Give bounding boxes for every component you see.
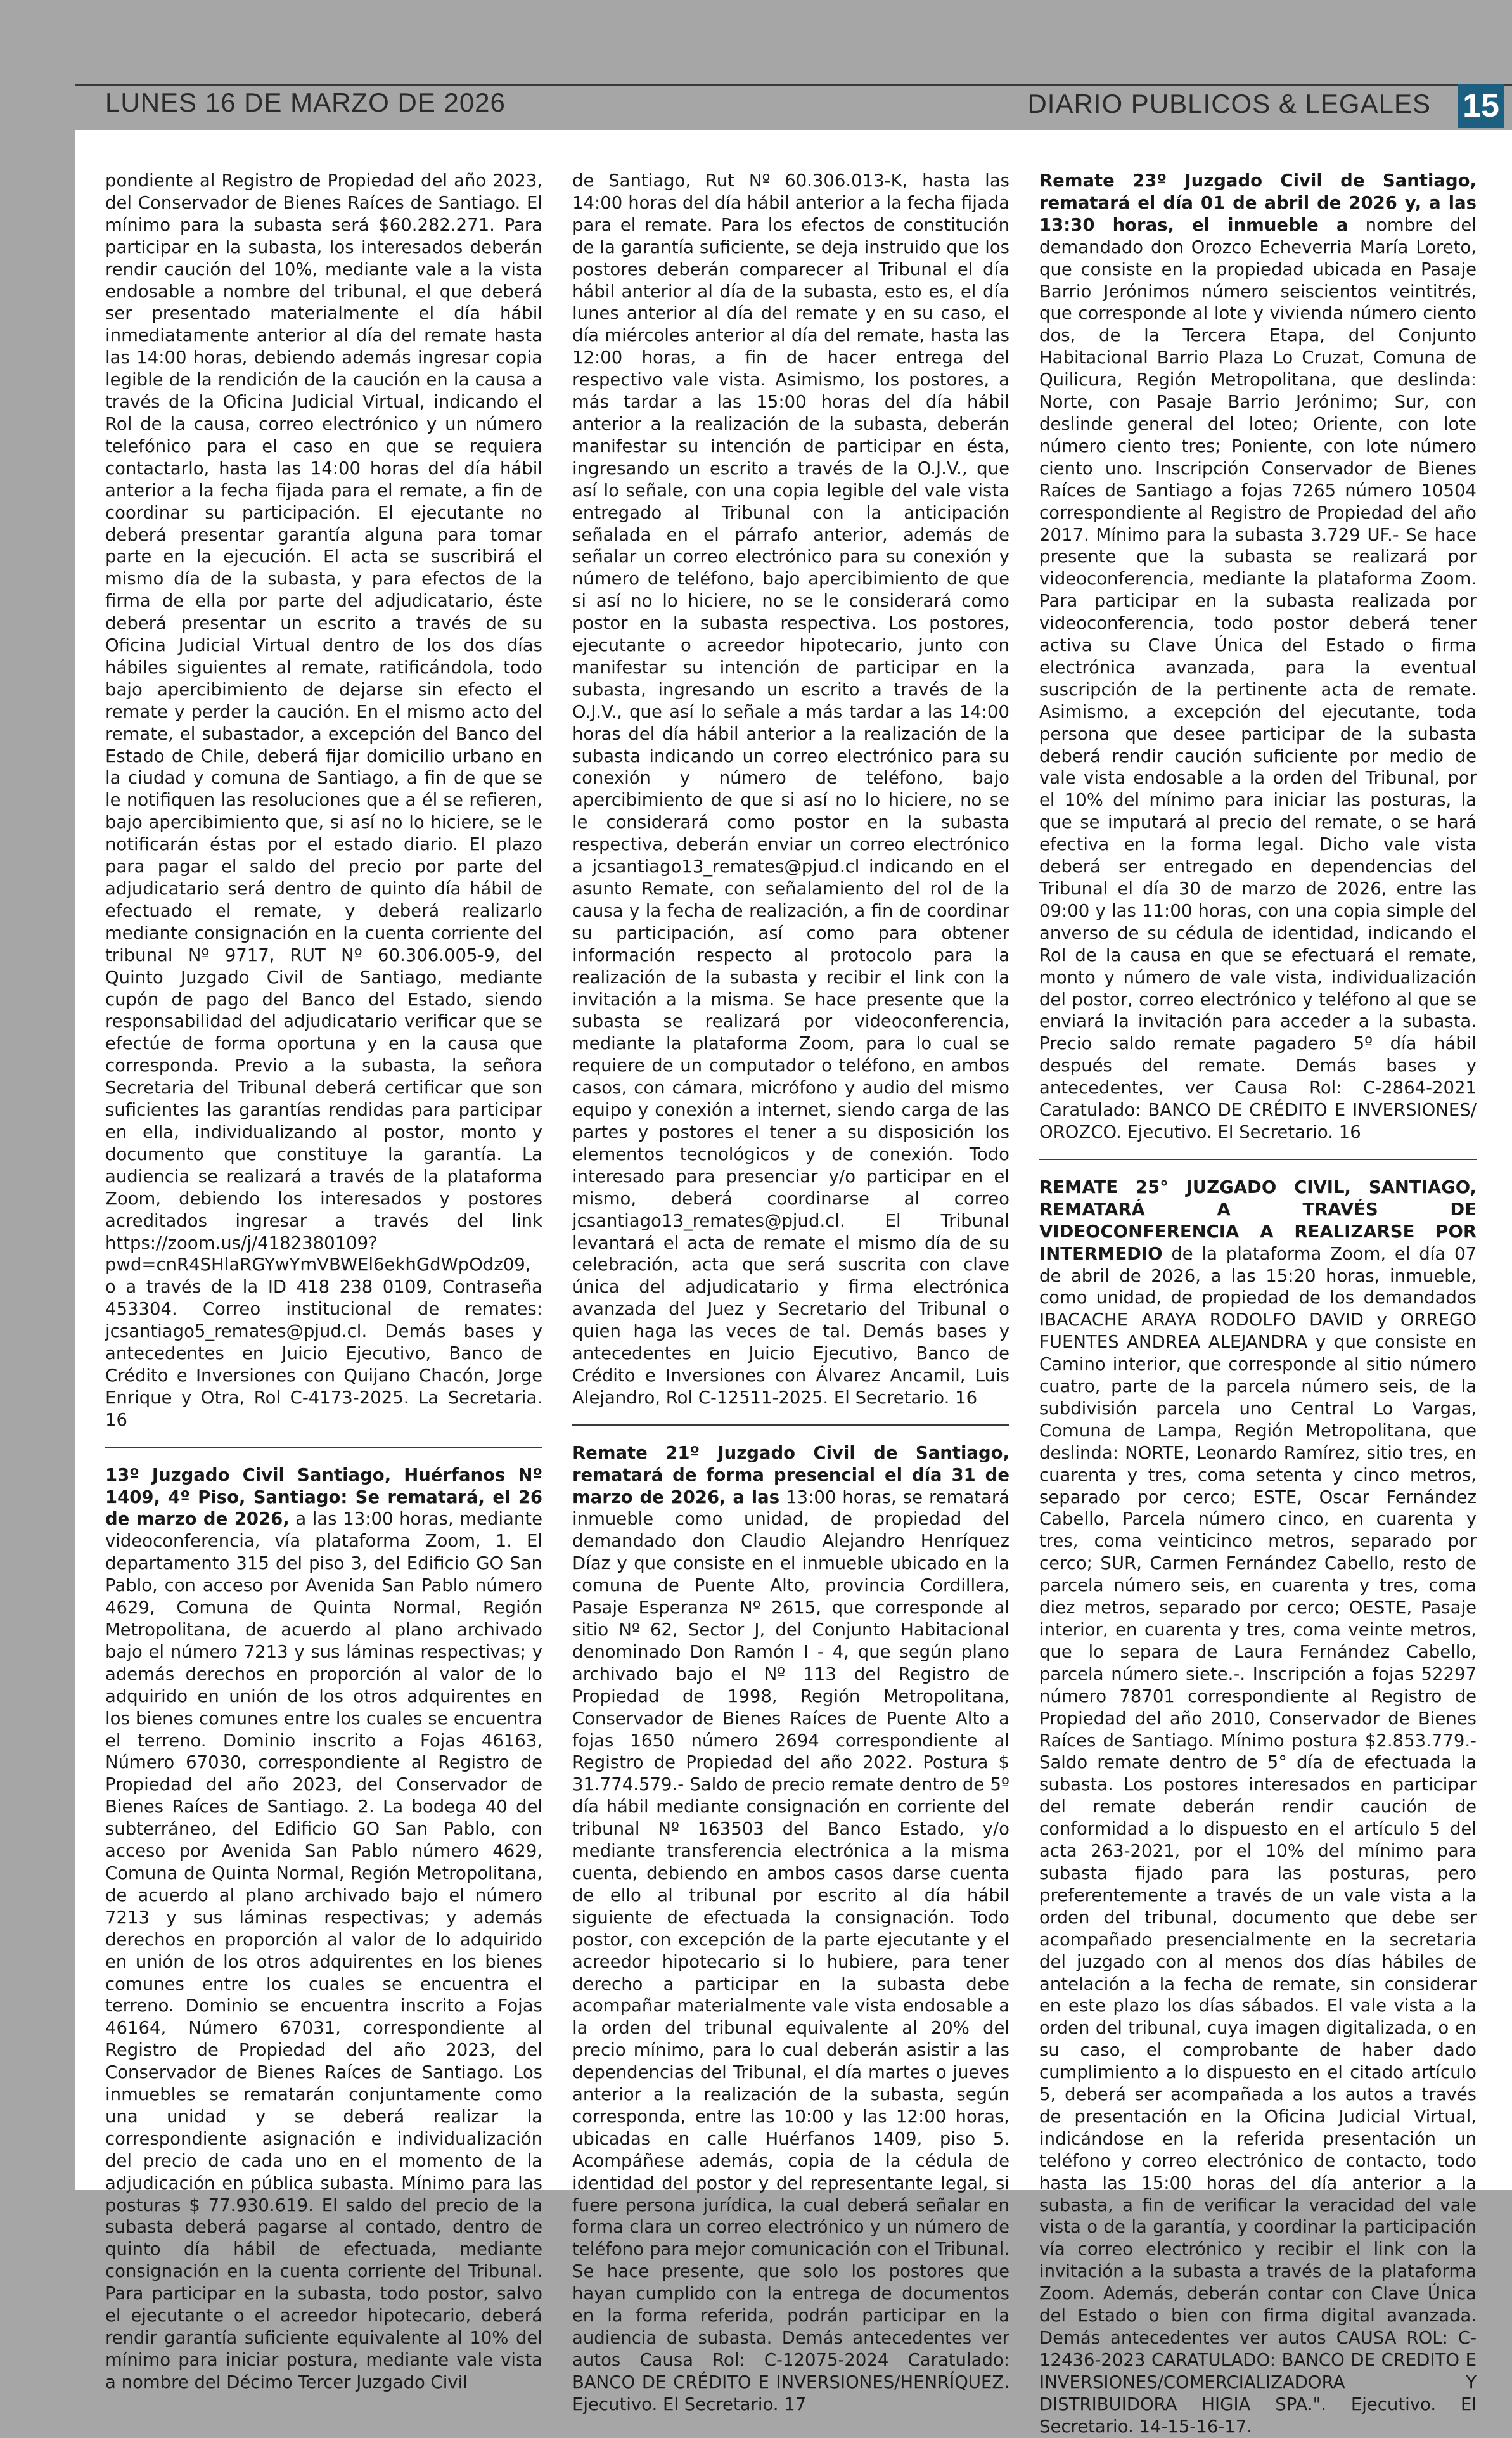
notice-body: nombre del demandado don Orozco Echeverria María Loreto, que consiste en la propiedad ubicada en Pasaje Barrio Jerónimos número seiscientos veintitrés, que corresponde al lote y vivienda número ciento dos, de la Tercera Etapa, del Conjunto Habitacional Barrio Plaza Lo Cruzat, Comuna de Quilicura, Región Metropolitana, que deslinda: Norte, con Pasaje Barrio Jerónimo; Sur, con deslinde general del loteo; Oriente, con lote número ciento tres; Poniente, con lote número ciento uno. Inscripción Conservador de Bienes Raíces de Santiago a fojas 7265 número 10504 correspondiente al Registro de Propiedad del año 2017. Mínimo para la subasta 3.729 UF.- Se hace presente que la subasta se realizará por videoconferencia, mediante la plataforma Zoom. Para participar en la subasta realizada por videoconferencia, todo postor deberá tener activa su Clave Única del Estado o firma electrónica avanzada, para la eventual suscripción de la pertinente acta de remate. Asimismo, a excepción del ejecutante, toda persona que desee participar de la subasta deberá rendir caución suficiente por medio de vale vista endosable a la orden del Tribunal, por el 10% del mínimo para iniciar las posturas, la que se imputará al precio del remate, o se hará efectiva en la forma legal. Dicho vale vista deberá ser entregado en dependencias del Tribunal el día 30 de marzo de 2026, entre las 09:00 y las 11:00 horas, con una copia simple del anverso de su cédula de identidad, indicando el Rol de la causa en que se efectuará el remate, monto y número de vale vista, individualización del postor, correo electrónico y teléfono al que se enviará la invitación para acceder a la subasta. Precio saldo remate pagadero 5º día hábil después del remate. Demás bases y antecedentes, ver Causa Rol: C-2864-2021 Caratulado: BANCO DE CRÉDITO E INVERSIONES/ OROZCO. Ejecutivo. El Secretario. 16: [1039, 214, 1477, 1142]
notice-heading: 13º Juzgado Civil Santiago, Huérfanos Nº 1409, 4º Piso, Santiago: Se rematará, el 26 de marzo de 2026,: [105, 1464, 542, 1530]
notice-heading: Remate 21º Juzgado Civil de Santiago, rematará de forma presencial el día 31 de marzo de 2026, a las: [572, 1442, 1009, 1507]
notice-body: de Santiago, Rut Nº 60.306.013-K, hasta las 14:00 horas del día hábil anterior a la fecha fijada para el remate. Para los efectos de constitución de la garantía suficiente, se deja instruido que los postores deberán comparecer al Tribunal el día hábil anterior al día de la subasta, esto es, el día lunes anterior al día del remate y en su caso, el día miércoles anterior al día del remate, hasta las 12:00 horas, a fin de hacer entrega del respectivo vale vista. Asimismo, los postores, a más tardar a las 15:00 horas del día hábil anterior a la realización de la subasta, deberán manifestar su intención de participar en ésta, ingresando un escrito a través de la O.J.V., que así lo señale, con una copia legible del vale vista entregado al Tribunal con la anticipación señalada en el párrafo anterior, además de señalar un correo electrónico para su conexión y número de teléfono, bajo apercibimiento de que si así no lo hiciere, no se le considerará como postor en la subasta respectiva. Los postores, ejecutante o acreedor hipotecario, junto con manifestar su intención de participar en la subasta, ingresando un escrito a través de la O.J.V., que así lo señale a más tardar a las 14:00 horas del día hábil anterior a la realización de la subasta indicando un correo electrónico para su conexión y número de teléfono, bajo apercibimiento de que si así no lo hiciere, no se le considerará como postor en la subasta respectiva, deberán enviar un correo electrónico a jcsantiago13_remates@pjud.cl indicando en el asunto Remate, con señalamiento del rol de la causa y la fecha de realización, a fin de coordinar su participación, así como para obtener información respecto al protocolo para la realización de la subasta y recibir el link con la invitación a la misma. Se hace presente que la subasta se realizará por videoconferencia, mediante la plataforma Zoom, para lo cual se requiere de un computador o teléfono, en ambos casos, con cámara, micrófono y audio del mismo equipo y conexión a internet, siendo carga de las partes y postores el tener a su disposición los elementos tecnológicos y de conexión. Todo interesado para presenciar y/o participar en el mismo, deberá coordinarse al correo jcsantiago13_remates@pjud.cl. El Tribunal levantará el acta de remate el mismo día de su celebración, acta que será suscrita con clave única del adjudicatario y firma electrónica avanzada del Juez y Secretario del Tribunal o quien haga las veces de tal. Demás bases y antecedentes en Juicio Ejecutivo, Banco de Crédito e Inversiones con Álvarez Ancamil, Luis Alejandro, Rol C-12511-2025. El Secretario. 16: [572, 171, 1009, 1408]
notice-23-juzgado: [1039, 170, 1477, 1144]
issue-date: LUNES 16 DE MARZO DE 2026: [105, 87, 506, 117]
notice-13-juzgado-continued: [572, 170, 1009, 1409]
header-rule: [75, 84, 1512, 86]
publication-name: DIARIO PUBLICOS & LEGALES: [1027, 89, 1431, 119]
notice-body: de la plataforma Zoom, el día 07 de abril de 2026, a las 15:20 horas, inmueble, como unidad, de propiedad de los demandados IBACACHE ARAYA RODOLFO DAVID y ORREGO FUENTES ANDREA ALEJANDRA y que consiste en Camino interior, que corresponde al sitio número cuatro, parte de la parcela número seis, de la subdivisión parcela uno Central Lo Vargas, Comuna de Lampa, Región Metropolitana, que deslinda: NORTE, Leonardo Ramírez, sitio tres, en cuarenta y tres, coma setenta y cinco metros, separado por cerco; ESTE, Oscar Fernández Cabello, Parcela número cinco, en cuarenta y tres, coma veinticinco metros, separado por cerco; SUR, Carmen Fernández Cabello, resto de parcela número seis, en cuarenta y tres, coma diez metros, separado por cerco; OESTE, Pasaje interior, en cuarenta y tres, coma veinte metros, que lo separa de Laura Fernández Cabello, parcela número siete.-. Inscripción a fojas 52297 número 78701 correspondiente al Registro de Propiedad del año 2010, Conservador de Bienes Raíces de Santiago. Mínimo postura $2.853.779.- Saldo remate dentro de 5° día de efectuada la subasta. Los postores interesados en participar del remate deberán rendir caución de conformidad a lo dispuesto en el artículo 5 del acta 263-2021, por el 10% del mínimo para subasta fijado para las posturas, pero preferentemente a través de un vale vista a la orden del tribunal, documento que debe ser acompañado presencialmente en la secretaria del juzgado con al menos dos días hábiles de antelación a la fecha de remate, sin considerar en este plazo los días sábados. El vale vista a la orden del tribunal, cuya imagen digitalizada, o en su caso, el comprobante de haber dado cumplimiento a lo dispuesto en el citado artículo 5, deberá ser acompañada a los autos a través de presentación en la Oficina Judicial Virtual, indicándose en la referida presentación un teléfono y correo electrónico de contacto, todo hasta las 15:00 horas del día anterior a la subasta, a fin de verificar la veracidad del vale vista o de la garantía, y coordinar la participación vía correo electrónico y recibir el link con la invitación a la subasta a través de la plataforma Zoom. Además, deberán contar con Clave Única del Estado o bien con firma digital avanzada. Demás antecedentes ver autos CAUSA ROL: C-12436-2023 CARATULADO: BANCO DE CREDITO E INVERSIONES/COMERCIALIZADORA Y DISTRIBUIDORA HIGIA SPA.". Ejecutivo. El Secretario. 14-15-16-17.: [1039, 1243, 1477, 2437]
page-number-badge: 15: [1458, 84, 1504, 128]
column-2: [572, 170, 1009, 2416]
notice-body: 13:00 horas, se rematará inmueble como unidad, de propiedad del demandado don Claudio Alejandro Henríquez Díaz y que consiste en el inmueble ubicado en la comuna de Puente Alto, provincia Cordillera, Pasaje Esperanza Nº 2615, que corresponde al sitio Nº 62, Sector J, del Conjunto Habitacional denominado Don Ramón I - 4, que según plano archivado bajo el Nº 113 del Registro de Propiedad de 1998, Región Metropolitana, Conservador de Bienes Raíces de Puente Alto a fojas 1650 número 2694 correspondiente al Registro de Propiedad del año 2022. Postura $ 31.774.579.- Saldo de precio remate dentro de 5º día hábil mediante consignación en corriente del tribunal Nº 163503 del Banco Estado, y/o mediante transferencia electrónica a la misma cuenta, debiendo en ambos casos darse cuenta de ello al tribunal por escrito al día hábil siguiente de efectuada la consignación. Todo postor, con excepción de la parte ejecutante y el acreedor hipotecario si lo hubiere, para tener derecho a participar en la subasta debe acompañar materialmente vale vista endosable a la orden del tribunal equivalente al 20% del precio mínimo, para lo cual deberán asistir a las dependencias del Tribunal, el día martes o jueves anterior a la realización de la subasta, según corresponda, entre las 10:00 y las 12:00 horas, ubicadas en calle Huérfanos 1409, piso 5. Acompáñese además, copia de la cédula de identidad del postor y del representante legal, si fuere persona jurídica, la cual deberá señalar en forma clara un correo electrónico y un número de teléfono para mejor comunicación con el Tribunal. Se hace presente, que solo los postores que hayan cumplido con la entrega de documentos en la forma referida, podrán participar en la audiencia de subasta. Demás antecedentes ver autos Causa Rol: C-12075-2024 Caratulado: BANCO DE CRÉDITO E INVERSIONES/HENRÍQUEZ. Ejecutivo. El Secretario. 17: [572, 1487, 1010, 2415]
notice-separator: [105, 1447, 542, 1448]
notice-body: pondiente al Registro de Propiedad del año 2023, del Conservador de Bienes Raíces de Santiago. El mínimo para la subasta será $60.282.271. Para participar en la subasta, los interesados deberán rendir caución del 10%, mediante vale a la vista endosable a nombre del tribunal, el que deberá ser presentado materialmente el día hábil inmediatamente anterior al día del remate hasta las 14:00 horas, debiendo además ingresar copia legible de la rendición de la caución en la causa a través de la Oficina Judicial Virtual, indicando el Rol de la causa, correo electrónico y un número telefónico para el caso en que se requiera contactarlo, hasta las 14:00 horas del día hábil anterior a la fecha fijada para el remate, a fin de coordinar su participación. El ejecutante no deberá presentar garantía alguna para tomar parte en la ejecución. El acta se suscribirá el mismo día de la subasta, y para efectos de la firma de ella por parte del adjudicatario, éste deberá presentar un escrito a través de su Oficina Judicial Virtual dentro de los dos días hábiles siguientes al remate, ratificándola, todo bajo apercibimiento de dejarse sin efecto el remate y perder la caución. En el mismo acto del remate, el subastador, a excepción del Banco del Estado de Chile, deberá fijar domicilio urbano en la ciudad y comuna de Santiago, a fin de que se le notifiquen las resoluciones que a él se refieren, bajo apercibimiento que, si así no lo hiciere, se le notificarán éstas por el estado diario. El plazo para pagar el saldo del precio por parte del adjudicatario será dentro de quinto día hábil de efectuado el remate, y deberá realizarlo mediante consignación en la cuenta corriente del tribunal Nº 9717, RUT Nº 60.306.005-9, del Quinto Juzgado Civil de Santiago, mediante cupón de pago del Banco del Estado, siendo responsabilidad del adjudicatario verificar que se efectúe de forma oportuna y en la causa que corresponda. Previo a la subasta, la señora Secretaria del Tribunal deberá certificar que son suficientes las garantías rendidas para participar en ella, individualizando al postor, monto y documento que constituye la garantía. La audiencia se realizará a través de la plataforma Zoom, debiendo los interesados y postores acreditados ingresar a través del link https://zoom.us/j/4182380109?pwd=cnR4SHlaRGYwYmVBWEl6ekhGdWpOdz09, o a través de la ID 418 238 0109, Contraseña 453304. Correo institucional de remates: jcsantiago5_remates@pjud.cl. Demás bases y antecedentes en Juicio Ejecutivo, Banco de Crédito e Inversiones con Quijano Chacón, Jorge Enrique y Otra, Rol C-4173-2025. La Secretaria. 16: [105, 171, 542, 1430]
notice-body: a las 13:00 horas, mediante videoconferencia, vía plataforma Zoom, 1. El departamento 315 del piso 3, del Edificio GO San Pablo, con acceso por Avenida San Pablo número 4629, Comuna de Quinta Normal, Región Metropolitana, de acuerdo al plano archivado bajo el número 7213 y sus láminas respectivas; y además derechos en proporción al valor de lo adquirido en unión de los otros adquirentes en los bienes comunes entre los cuales se encuentra el terreno. Dominio inscrito a Fojas 46163, Número 67030, correspondiente al Registro de Propiedad del año 2023, del Conservador de Bienes Raíces de Santiago. 2. La bodega 40 del subterráneo, del Edificio GO San Pablo, con acceso por Avenida San Pablo número 4629, Comuna de Quinta Normal, Región Metropolitana, de acuerdo al plano archivado bajo el número 7213 y sus láminas respectivas; y además derechos en proporción al valor de lo adquirido en unión de los otros adquirentes en los bienes comunes entre los cuales se encuentra el terreno. Dominio se encuentra inscrito a Fojas 46164, Número 67031, correspondiente al Registro de Propiedad del año 2023, del Conservador de Bienes Raíces de Santiago. Los inmuebles se rematarán conjuntamente como una unidad y se deberá realizar la correspondiente asignación e individualización del precio de cada uno en el momento de la adjudicación en pública subasta. Mínimo para las posturas $ 77.930.619. El saldo del precio de la subasta deberá pagarse al contado, dentro de quinto día hábil de efectuada, mediante consignación en la cuenta corriente del Tribunal. Para participar en la subasta, todo postor, salvo el ejecutante o el acreedor hipotecario, deberá rendir garantía suficiente equivalente al 10% del mínimo para iniciar postura, mediante vale vista a nombre del Décimo Tercer Juzgado Civil: [105, 1509, 542, 2392]
notice-25-juzgado: [1039, 1177, 1477, 2438]
column-3: [1039, 170, 1477, 2438]
notice-separator: [1039, 1159, 1477, 1160]
column-1: [105, 170, 542, 2394]
notice-5-juzgado-continued: [105, 170, 542, 1431]
notice-21-juzgado: [572, 1442, 1009, 2416]
notice-separator: [572, 1424, 1009, 1426]
page-header: [0, 0, 1512, 130]
notice-heading: REMATE 25° JUZGADO CIVIL, SANTIAGO, REMATARÁ A TRAVÉS DE VIDEOCONFERENCIA A REALIZARSE POR INTERMEDIO: [1039, 1177, 1477, 1264]
notice-13-juzgado: [105, 1464, 542, 2394]
notice-heading: Remate 23º Juzgado Civil de Santiago, rematará el día 01 de abril de 2026 y, a las 13:30 horas, el inmueble a: [1039, 171, 1477, 235]
